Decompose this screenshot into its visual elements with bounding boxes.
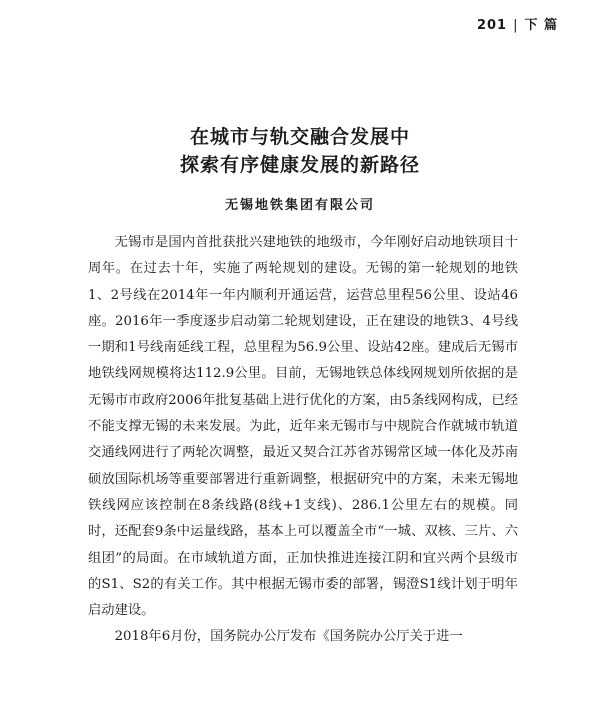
- paragraph: 2018年6月份，国务院办公厅发布《国务院办公厅关于进一: [114, 629, 463, 645]
- paragraph: 无锡市是国内首批获批兴建地铁的地级市，今年刚好启动地铁项目十周年。在过去十年，实施了两轮规划的建设。无锡的第一轮规划的地铁1、2号线在2014年一年内顺利开通运营，运营总里程56公里、设站46座。2016年一季度逐步启动第二轮规划建设，正在建设的地铁3、4号线一期和1号线南延线工程，总里程为56.9公里、设站42座。建成后无锡市地铁线网规模将达112.9公里。目前，无锡地铁总体线网规划所依据的是无锡市市政府2006年批复基础上进行优化的方案，由5条线网构成，已经不能支撑无锡的未来发展。为此，近年来无锡市与中规院合作就城市轨道交通线网进行了两轮次调整，最近又契合江苏省苏锡常区域一体化及苏南硕放国际机场等重要部署进行重新调整，根据研究中的方案，未来无锡地铁线网应该控制在8条线路(8线+1支线)、286.1公里左右的规模。同时，还配套9条中运量线路，基本上可以覆盖全市“一城、双核、三片、六组团”的局面。在市域轨道方面，正加快推进连接江阴和宜兴两个县级市的S1、S2的有关工作。其中根据无锡市委的部署，锡澄S1线计划于明年启动建设。: [88, 235, 518, 619]
- article-title-line-2: 探索有序健康发展的新路径: [179, 154, 420, 176]
- article-title-line-1: 在城市与轨交融合发展中: [189, 126, 410, 148]
- header-separator: |: [513, 18, 519, 33]
- article-author: 无锡地铁集团有限公司: [224, 198, 375, 213]
- section-label: 下 篇: [524, 18, 558, 33]
- page-number: 201: [476, 18, 508, 33]
- article-body: [88, 230, 518, 651]
- page-header: [477, 14, 558, 33]
